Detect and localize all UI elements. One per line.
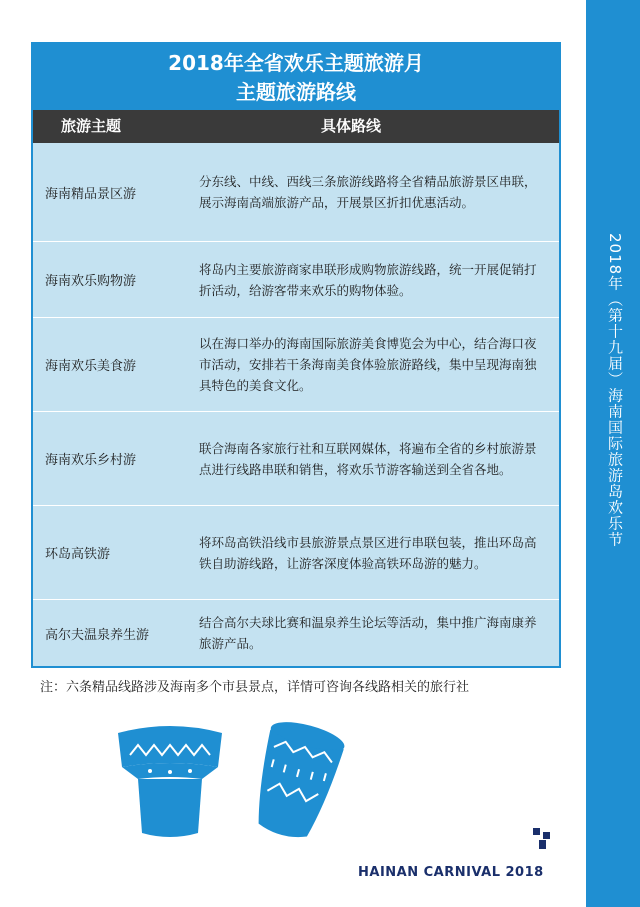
row-theme: 海南欢乐购物游 bbox=[45, 274, 137, 289]
row-theme: 海南精品景区游 bbox=[45, 186, 137, 202]
table-row bbox=[33, 600, 559, 666]
row-theme: 海南欢乐乡村游 bbox=[45, 453, 137, 468]
routes-panel bbox=[31, 42, 561, 668]
row-route: 以在海口举办的海南国际旅游美食博览会为中心，结合海口夜市活动，安排若干条海南美食体验旅游路线，集中呈现海南独具特色的美食文化。 bbox=[199, 336, 537, 393]
table-row bbox=[33, 318, 559, 412]
table-header bbox=[33, 110, 559, 143]
row-theme: 海南欢乐美食游 bbox=[45, 359, 137, 374]
row-route: 结合高尔夫球比赛和温泉养生论坛等活动，集中推广海南康养旅游产品。 bbox=[199, 615, 537, 651]
panel-title bbox=[33, 44, 559, 110]
carnival-logo-icon bbox=[533, 828, 551, 850]
table-row bbox=[33, 242, 559, 318]
table-row bbox=[33, 506, 559, 600]
header-route: 具体路线 bbox=[321, 117, 382, 135]
table-row bbox=[33, 143, 559, 242]
row-theme: 环岛高铁游 bbox=[45, 547, 111, 562]
row-route: 将环岛高铁沿线市县旅游景点景区进行串联包装，推出环岛高铁自助游线路，让游客深度体验高铁环岛游的魅力。 bbox=[199, 534, 537, 571]
header-theme: 旅游主题 bbox=[61, 117, 122, 135]
drum-icon bbox=[110, 715, 350, 845]
side-title: 2018年（第十九届）海南国际旅游岛欢乐节 bbox=[606, 232, 624, 548]
row-route: 将岛内主要旅游商家串联形成购物旅游线路，统一开展促销打折活动，给游客带来欢乐的购物体验。 bbox=[199, 261, 537, 298]
row-theme: 高尔夫温泉养生游 bbox=[45, 627, 150, 643]
footnote: 注：六条精品线路涉及海南多个市县景点，详情可咨询各线路相关的旅行社 bbox=[40, 680, 470, 695]
table-row bbox=[33, 412, 559, 506]
row-route: 分东线、中线、西线三条旅游线路将全省精品旅游景区串联，展示海南高端旅游产品，开展景区折扣优惠活动。 bbox=[199, 174, 537, 210]
panel-title-line1: 2018年全省欢乐主题旅游月 bbox=[168, 51, 424, 75]
row-route: 联合海南各家旅行社和互联网媒体，将遍布全省的乡村旅游景点进行线路串联和销售，将欢乐节游客输送到全省各地。 bbox=[199, 440, 537, 477]
panel-title-line2: 主题旅游路线 bbox=[236, 80, 356, 104]
footer-brand: HAINAN CARNIVAL 2018 bbox=[358, 865, 544, 880]
